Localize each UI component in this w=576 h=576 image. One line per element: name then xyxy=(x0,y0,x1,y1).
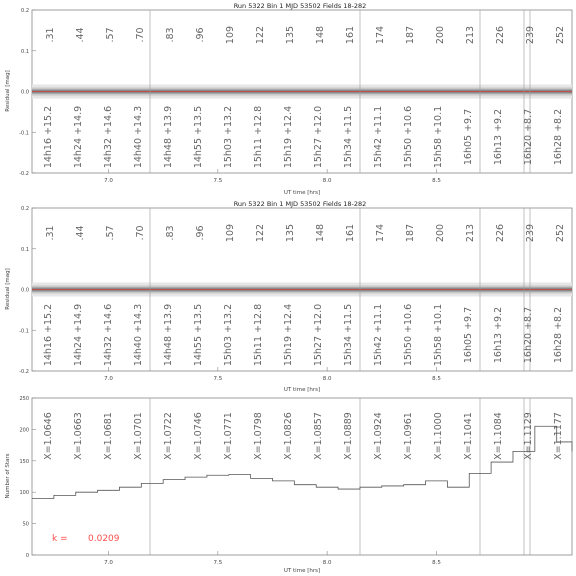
k-label: k = xyxy=(52,534,68,544)
x-tick-label: 7.0 xyxy=(104,376,113,382)
field-label: .57 xyxy=(105,225,116,241)
field-label: .57 xyxy=(105,27,116,43)
y-axis-label: Residual [mag] xyxy=(5,268,11,310)
y-tick-label: 50 xyxy=(22,521,29,528)
star-count-panel xyxy=(5,396,572,574)
airmass-label: X=1.0798 xyxy=(253,412,264,460)
x-tick-label: 7.5 xyxy=(213,376,223,382)
airmass-label: X=1.0889 xyxy=(343,412,354,460)
chart-title: Run 5322 Bin 1 MJD 53502 Fields 18-282 xyxy=(233,2,367,10)
field-label: 122 xyxy=(255,25,266,45)
y-tick-label: -0.2 xyxy=(19,369,29,375)
x-axis-ticks xyxy=(104,367,441,382)
x-tick-label: 7.0 xyxy=(104,560,113,566)
field-label: 161 xyxy=(345,223,356,243)
x-tick-label: 7.5 xyxy=(213,178,223,184)
chart-title: Run 5322 Bin 1 MJD 53502 Fields 18-282 xyxy=(233,200,367,208)
airmass-label: X=1.0746 xyxy=(193,412,204,460)
field-label: 109 xyxy=(225,25,236,45)
field-label: .96 xyxy=(195,225,206,241)
airmass-label: X=1.0663 xyxy=(73,412,84,460)
coord-label: 15h19 +12.4 xyxy=(283,303,294,367)
y-tick-label: -0.1 xyxy=(19,130,29,137)
y-tick-label: 0.1 xyxy=(21,246,29,253)
residual-panel-top xyxy=(5,2,572,196)
residual-band xyxy=(32,85,572,99)
field-label: .96 xyxy=(195,27,206,43)
coord-label: 16h20 +8.7 xyxy=(523,108,534,166)
airmass-label: X=1.0681 xyxy=(103,412,114,460)
airmass-label: X=1.0646 xyxy=(43,412,54,460)
coord-label: 16h05 +9.7 xyxy=(463,108,474,166)
field-label: .83 xyxy=(165,225,176,241)
airmass-label: X=1.0826 xyxy=(283,412,294,460)
coord-label: 14h48 +13.9 xyxy=(163,105,174,169)
airmass-label: X=1.0701 xyxy=(133,412,144,460)
x-axis-label: UT time [hrs] xyxy=(283,190,321,196)
field-label: 252 xyxy=(555,25,566,45)
airmass-label: X=1.1041 xyxy=(463,412,474,460)
field-label: 148 xyxy=(315,25,326,45)
airmass-label: X=1.0722 xyxy=(163,412,174,460)
y-axis-label: Number of Stars xyxy=(5,453,11,499)
coordinate-labels xyxy=(43,304,564,366)
airmass-label: X=1.1000 xyxy=(433,412,444,460)
coord-label: 14h16 +15.2 xyxy=(43,303,54,367)
y-tick-label: -0.2 xyxy=(19,171,29,177)
k-value: 0.0209 xyxy=(88,534,120,544)
field-label: 200 xyxy=(435,223,446,243)
coord-label: 16h28 +8.2 xyxy=(553,108,564,166)
airmass-label: X=1.0924 xyxy=(373,412,384,460)
x-tick-label: 7.5 xyxy=(213,560,223,566)
coord-label: 16h13 +9.2 xyxy=(493,108,504,166)
y-tick-label: 0.1 xyxy=(21,48,29,55)
coord-label: 15h27 +12.0 xyxy=(313,303,324,367)
coord-label: 15h50 +10.6 xyxy=(403,303,414,367)
field-label: 135 xyxy=(285,25,296,45)
x-axis-label: UT time [hrs] xyxy=(283,387,321,393)
x-tick-label: 8.0 xyxy=(322,376,332,382)
y-tick-label: 150 xyxy=(19,458,29,465)
x-tick-label: 7.0 xyxy=(104,178,113,184)
coord-label: 16h20 +8.7 xyxy=(523,306,534,364)
coord-label: 16h13 +9.2 xyxy=(493,306,504,364)
airmass-label: X=1.1177 xyxy=(553,412,564,460)
field-label: 213 xyxy=(465,25,476,45)
coord-label: 15h27 +12.0 xyxy=(313,105,324,169)
coord-label: 14h55 +13.5 xyxy=(193,303,204,367)
field-label: 213 xyxy=(465,223,476,243)
coord-label: 15h11 +12.8 xyxy=(253,105,264,169)
coord-label: 15h03 +13.2 xyxy=(223,105,234,169)
field-label: 174 xyxy=(375,223,386,243)
coord-label: 15h11 +12.8 xyxy=(253,303,264,367)
field-label: .31 xyxy=(45,27,56,43)
airmass-label: X=1.1084 xyxy=(493,412,504,460)
coord-label: 16h05 +9.7 xyxy=(463,306,474,364)
airmass-label: X=1.0857 xyxy=(313,412,324,460)
field-label: 252 xyxy=(555,223,566,243)
field-label: 226 xyxy=(495,25,506,45)
coord-label: 15h34 +11.5 xyxy=(343,105,354,169)
field-labels xyxy=(45,26,566,44)
y-tick-label: -0.1 xyxy=(19,328,29,335)
field-label: 174 xyxy=(375,25,386,45)
y-tick-label: 100 xyxy=(19,490,29,497)
x-axis-ticks xyxy=(104,169,441,184)
coord-label: 14h40 +14.3 xyxy=(133,303,144,367)
coord-label: 14h55 +13.5 xyxy=(193,105,204,169)
y-tick-label: 0.2 xyxy=(21,206,29,212)
coord-label: 15h42 +11.1 xyxy=(373,105,384,169)
x-axis-ticks xyxy=(104,551,441,566)
coord-label: 14h16 +15.2 xyxy=(43,105,54,169)
y-tick-label: 0 xyxy=(25,553,29,559)
field-label: 187 xyxy=(405,25,416,45)
airmass-label: X=1.1129 xyxy=(523,412,534,460)
x-tick-label: 8.0 xyxy=(322,560,332,566)
coord-label: 15h58 +10.1 xyxy=(433,303,444,367)
y-tick-label: 200 xyxy=(19,427,29,434)
airmass-label: X=1.0771 xyxy=(223,412,234,460)
residual-panel-middle xyxy=(5,200,572,393)
field-label: .70 xyxy=(135,225,146,241)
y-tick-label: 0.0 xyxy=(21,287,29,294)
field-label: .83 xyxy=(165,27,176,43)
field-label: .70 xyxy=(135,27,146,43)
field-labels xyxy=(45,224,566,242)
coord-label: 14h48 +13.9 xyxy=(163,303,174,367)
field-label: 161 xyxy=(345,25,356,45)
field-label: .31 xyxy=(45,225,56,241)
x-tick-label: 8.5 xyxy=(432,178,441,184)
residual-band xyxy=(32,283,572,297)
coord-label: 14h24 +14.9 xyxy=(73,105,84,169)
coord-label: 15h50 +10.6 xyxy=(403,105,414,169)
y-tick-label: 0.2 xyxy=(21,8,29,14)
x-tick-label: 8.5 xyxy=(432,376,441,382)
coordinate-labels xyxy=(43,106,564,168)
coord-label: 14h32 +14.6 xyxy=(103,303,114,367)
coord-label: 15h03 +13.2 xyxy=(223,303,234,367)
field-label: 148 xyxy=(315,223,326,243)
field-label: 239 xyxy=(525,223,536,243)
field-label: 135 xyxy=(285,223,296,243)
x-axis-label: UT time [hrs] xyxy=(283,568,321,574)
coord-label: 15h42 +11.1 xyxy=(373,303,384,367)
field-label: .44 xyxy=(75,27,86,43)
coord-label: 14h24 +14.9 xyxy=(73,303,84,367)
field-label: 200 xyxy=(435,25,446,45)
airmass-labels xyxy=(43,412,564,460)
x-tick-label: 8.5 xyxy=(432,560,441,566)
field-label: 187 xyxy=(405,223,416,243)
coord-label: 15h19 +12.4 xyxy=(283,105,294,169)
coord-label: 14h40 +14.3 xyxy=(133,105,144,169)
field-label: 109 xyxy=(225,223,236,243)
field-label: 239 xyxy=(525,25,536,45)
coord-label: 14h32 +14.6 xyxy=(103,105,114,169)
x-tick-label: 8.0 xyxy=(322,178,332,184)
field-label: 122 xyxy=(255,223,266,243)
airmass-label: X=1.0961 xyxy=(403,412,414,460)
coord-label: 15h58 +10.1 xyxy=(433,105,444,169)
field-label: 226 xyxy=(495,223,506,243)
y-axis-ticks xyxy=(19,396,36,559)
y-tick-label: 0.0 xyxy=(21,89,29,96)
y-axis-label: Residual [mag] xyxy=(5,70,11,112)
coord-label: 15h34 +11.5 xyxy=(343,303,354,367)
field-label: .44 xyxy=(75,225,86,241)
y-tick-label: 250 xyxy=(19,396,29,402)
coord-label: 16h28 +8.2 xyxy=(553,306,564,364)
